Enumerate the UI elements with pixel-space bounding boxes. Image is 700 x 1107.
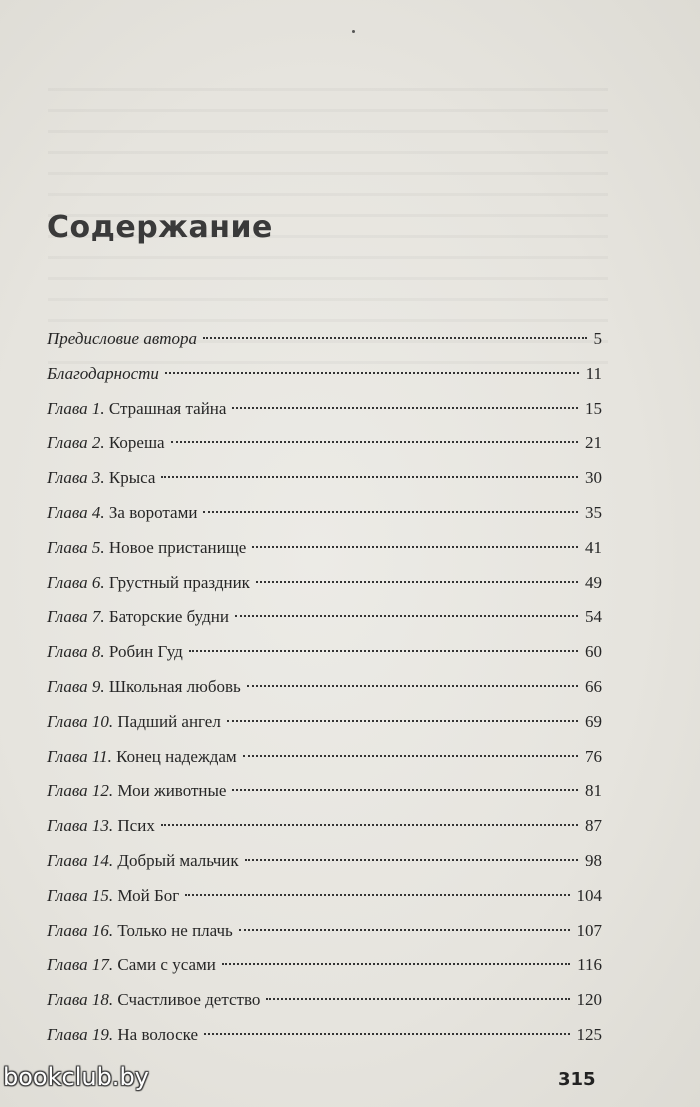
toc-entry-prefix: Глава 8.	[47, 642, 105, 662]
dot-leader	[239, 929, 570, 931]
toc-entry	[47, 1018, 602, 1053]
toc-entry-title	[47, 600, 229, 635]
toc-entry-page: 66	[585, 676, 602, 696]
toc-entry-prefix: Глава 15.	[47, 885, 114, 905]
toc-entry	[47, 461, 602, 496]
toc-entry-prefix: Глава 6.	[47, 572, 105, 592]
toc-entry-name: Новое пристанище	[108, 537, 247, 557]
toc-entry	[47, 844, 602, 879]
toc-entry	[47, 705, 602, 740]
toc-entry	[47, 357, 602, 392]
toc-entry-title	[47, 461, 155, 496]
toc-entry-name: На волоске	[117, 1024, 198, 1044]
toc-entry-name: Конец надеждам	[116, 746, 237, 766]
toc-entry	[47, 948, 602, 983]
paper-speck	[352, 30, 355, 33]
dot-leader	[247, 685, 578, 687]
toc-entry-title	[47, 705, 221, 740]
toc-entry-title	[47, 322, 197, 357]
toc-entry-prefix: Глава 2.	[47, 433, 105, 453]
toc-entry-name: Школьная любовь	[108, 676, 241, 696]
toc-entry	[47, 531, 602, 566]
toc-entry-prefix: Глава 9.	[47, 676, 105, 696]
toc-entry-page: 54	[585, 607, 602, 627]
watermark: bookclub.by	[3, 1063, 149, 1091]
toc-entry-title	[47, 1018, 198, 1053]
toc-entry-title	[47, 879, 179, 914]
toc-entry-title	[47, 496, 197, 531]
toc-entry-prefix: Глава 4.	[47, 502, 105, 522]
dot-leader	[203, 337, 587, 339]
toc-entry-page: 41	[585, 537, 602, 557]
toc-entry-prefix: Благодарности	[47, 363, 159, 383]
toc-entry-page: 15	[585, 398, 602, 418]
toc-entry	[47, 670, 602, 705]
toc-entry-prefix: Глава 13.	[47, 816, 114, 836]
toc-entry-page: 5	[593, 329, 602, 348]
dot-leader	[161, 824, 578, 826]
toc-entry-title	[47, 914, 233, 949]
dot-leader	[227, 720, 578, 722]
toc-entry-prefix: Глава 7.	[47, 607, 105, 627]
toc-entry-name: Сами с усами	[117, 955, 216, 975]
toc-entry-prefix: Глава 16.	[47, 920, 114, 940]
toc-entry-name: За воротами	[108, 502, 198, 522]
toc-entry	[47, 496, 602, 531]
dot-leader	[235, 615, 578, 617]
toc-entry-page: 60	[585, 642, 602, 662]
toc-entry	[47, 914, 602, 949]
page-number: 315	[558, 1069, 596, 1090]
dot-leader	[232, 789, 578, 791]
toc-entry-title	[47, 844, 239, 879]
toc-entry-title	[47, 531, 246, 566]
toc-entry-name: Кореша	[108, 433, 165, 453]
dot-leader	[243, 755, 578, 757]
toc-entry-title	[47, 670, 241, 705]
toc-entry-name: Только не плачь	[117, 920, 233, 940]
toc-entry-name: Робин Гуд	[108, 642, 183, 662]
dot-leader	[222, 963, 570, 965]
toc-entry-page: 49	[585, 572, 602, 592]
toc-entry-prefix: Глава 5.	[47, 537, 105, 557]
toc-entry-page: 69	[585, 711, 602, 731]
toc-entry-page: 120	[576, 990, 602, 1010]
toc-entry-page: 116	[577, 955, 602, 975]
toc-entry-name: Добрый мальчик	[117, 850, 239, 870]
toc-entry-prefix: Глава 18.	[47, 990, 114, 1010]
toc-entry-page: 35	[585, 502, 602, 522]
toc-entry-page: 125	[576, 1024, 602, 1044]
toc-entry	[47, 566, 602, 601]
toc-entry-title	[47, 635, 183, 670]
toc-entry-title	[47, 426, 165, 461]
toc-entry	[47, 322, 602, 357]
toc-entry-title	[47, 983, 260, 1018]
toc-entry-title	[47, 392, 226, 427]
toc-entry-prefix: Глава 11.	[47, 746, 112, 766]
toc-entry-name: Мои животные	[117, 781, 227, 801]
toc-entry-name: Крыса	[108, 468, 156, 488]
dot-leader	[266, 998, 569, 1000]
toc-entry-page: 107	[576, 920, 602, 940]
toc-entry-prefix: Глава 1.	[47, 398, 105, 418]
dot-leader	[165, 372, 579, 374]
toc-entry-title	[47, 357, 159, 392]
toc-entry-title	[47, 740, 237, 775]
toc-entry-name: Псих	[117, 816, 155, 836]
toc-entry	[47, 983, 602, 1018]
toc-entry-prefix: Предисловие автора	[47, 329, 197, 348]
dot-leader	[245, 859, 578, 861]
toc-entry-page: 104	[576, 885, 602, 905]
toc-entry	[47, 426, 602, 461]
toc-entry-name: Страшная тайна	[108, 398, 227, 418]
toc-entry-title	[47, 948, 216, 983]
toc-entry-prefix: Глава 12.	[47, 781, 114, 801]
toc-entry-prefix: Глава 3.	[47, 468, 105, 488]
dot-leader	[232, 407, 578, 409]
dot-leader	[189, 650, 578, 652]
toc-entry-page: 76	[585, 746, 602, 766]
toc-entry-page: 21	[585, 433, 602, 453]
toc-entry	[47, 774, 602, 809]
dot-leader	[203, 511, 578, 513]
toc-entry-prefix: Глава 14.	[47, 850, 114, 870]
toc-entry	[47, 600, 602, 635]
toc-entry-page: 30	[585, 468, 602, 488]
toc-entry-name: Баторские будни	[108, 607, 229, 627]
dot-leader	[204, 1033, 570, 1035]
toc-entry-page: 81	[585, 781, 602, 801]
table-of-contents	[47, 322, 602, 1053]
toc-entry-title	[47, 566, 250, 601]
toc-entry	[47, 392, 602, 427]
toc-entry-title	[47, 774, 226, 809]
toc-entry-name: Падший ангел	[117, 711, 221, 731]
toc-entry-prefix: Глава 17.	[47, 955, 114, 975]
toc-entry-name: Счастливое детство	[117, 990, 261, 1010]
toc-entry-prefix: Глава 10.	[47, 711, 114, 731]
dot-leader	[171, 441, 578, 443]
toc-entry	[47, 740, 602, 775]
dot-leader	[256, 581, 578, 583]
toc-entry	[47, 879, 602, 914]
toc-entry-page: 87	[585, 816, 602, 836]
toc-entry-page: 11	[585, 363, 602, 383]
dot-leader	[185, 894, 569, 896]
toc-entry-title	[47, 809, 155, 844]
toc-entry-page: 98	[585, 850, 602, 870]
toc-entry	[47, 809, 602, 844]
dot-leader	[252, 546, 578, 548]
toc-entry-prefix: Глава 19.	[47, 1024, 114, 1044]
toc-entry-name: Грустный праздник	[108, 572, 250, 592]
toc-entry	[47, 635, 602, 670]
toc-entry-name: Мой Бог	[117, 885, 180, 905]
dot-leader	[161, 476, 578, 478]
contents-heading: Содержание	[47, 210, 273, 245]
